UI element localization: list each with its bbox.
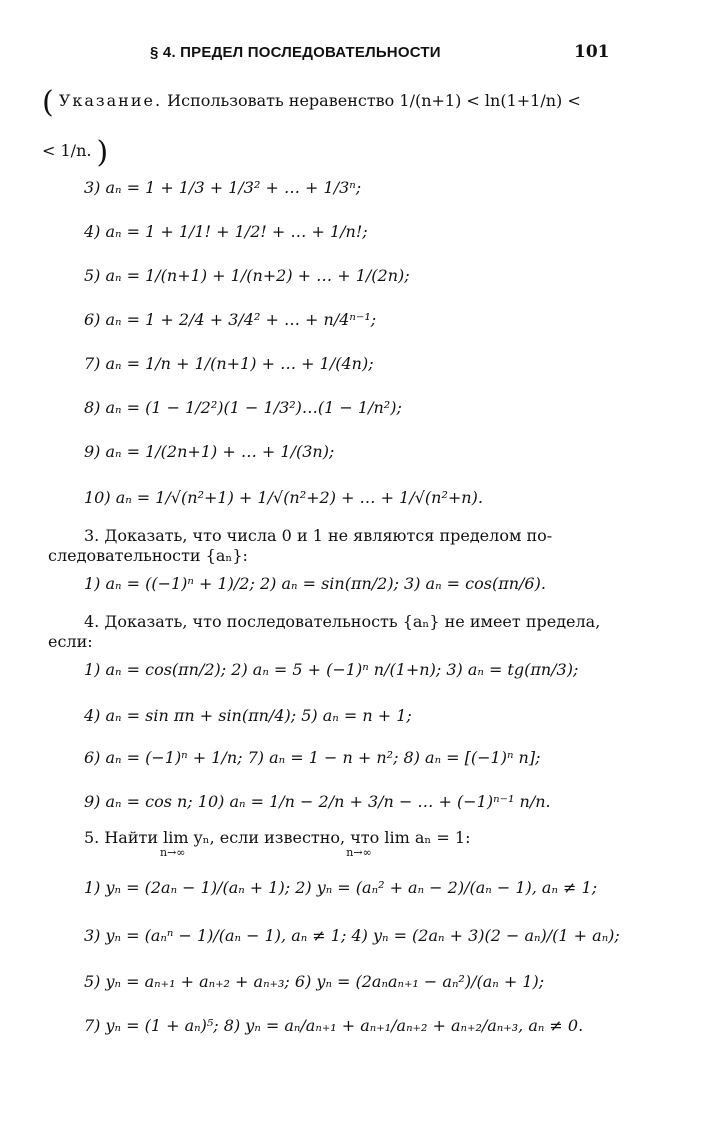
hint-line-2: [42, 135, 109, 170]
problem4-line-3: 6) aₙ = (−1)ⁿ + 1/n; 7) aₙ = 1 − n + n²; 8) aₙ = [(−1)ⁿ n];: [84, 748, 541, 767]
problem2-item-9: 9) aₙ = 1/(2n+1) + … + 1/(3n);: [84, 442, 335, 461]
problem2-item-4: 4) aₙ = 1 + 1/1! + 1/2! + … + 1/n!;: [84, 222, 368, 241]
problem4-line-2: 4) aₙ = sin πn + sin(πn/4); 5) aₙ = n + 1;: [84, 706, 412, 725]
running-header: § 4. ПРЕДЕЛ ПОСЛЕДОВАТЕЛЬНОСТИ: [150, 44, 441, 61]
problem2-item-5: 5) aₙ = 1/(n+1) + 1/(n+2) + … + 1/(2n);: [84, 266, 410, 285]
hint-text-1: Использовать неравенство 1/(n+1) < ln(1+1/n) <: [167, 91, 581, 110]
hint-open-paren: (: [42, 85, 54, 120]
problem5-line-3: 5) yₙ = aₙ₊₁ + aₙ₊₂ + aₙ₊₃; 6) yₙ = (2aₙaₙ₊₁ − aₙ²)/(aₙ + 1);: [84, 972, 545, 991]
problem4-line-1: 1) aₙ = cos(πn/2); 2) aₙ = 5 + (−1)ⁿ n/(1+n); 3) aₙ = tg(πn/3);: [84, 660, 579, 679]
problem2-item-6: 6) aₙ = 1 + 2/4 + 3/4² + … + n/4ⁿ⁻¹;: [84, 310, 377, 329]
problem3-formulas: 1) aₙ = ((−1)ⁿ + 1)/2; 2) aₙ = sin(πn/2); 3) aₙ = cos(πn/6).: [84, 574, 546, 593]
hint-text-2: < 1/n.: [42, 141, 92, 160]
hint-line-1: [42, 85, 581, 120]
problem5-limit-subscripts: n→∞ n→∞: [160, 846, 372, 859]
hint-close-paren: ): [96, 135, 109, 170]
problem2-item-7: 7) aₙ = 1/n + 1/(n+1) + … + 1/(4n);: [84, 354, 374, 373]
problem5-line-1: 1) yₙ = (2aₙ − 1)/(aₙ + 1); 2) yₙ = (aₙ² + aₙ − 2)/(aₙ − 1), aₙ ≠ 1;: [84, 878, 598, 897]
problem5-line-4: 7) yₙ = (1 + aₙ)⁵; 8) yₙ = aₙ/aₙ₊₁ + aₙ₊₁/aₙ₊₂ + aₙ₊₂/aₙ₊₃, aₙ ≠ 0.: [84, 1016, 584, 1035]
problem4-statement-1: 4. Доказать, что последовательность {aₙ} не имеет предела,: [84, 612, 601, 631]
problem5-statement: 5. Найти lim yₙ, если известно, что lim aₙ = 1:: [84, 828, 471, 847]
problem3-statement-1: 3. Доказать, что числа 0 и 1 не являются пределом по-: [84, 526, 553, 545]
problem5-line-2: 3) yₙ = (aₙⁿ − 1)/(aₙ − 1), aₙ ≠ 1; 4) yₙ = (2aₙ + 3)(2 − aₙ)/(1 + aₙ);: [84, 926, 620, 945]
hint-label: Указание.: [58, 91, 163, 110]
problem2-item-10: 10) aₙ = 1/√(n²+1) + 1/√(n²+2) + … + 1/√(n²+n).: [84, 488, 483, 507]
problem4-statement-2: если:: [48, 632, 93, 651]
problem2-item-3: 3) aₙ = 1 + 1/3 + 1/3² + … + 1/3ⁿ;: [84, 178, 362, 197]
problem3-statement-2: следовательности {aₙ}:: [48, 546, 248, 565]
page-number: 101: [574, 42, 610, 62]
problem2-item-8: 8) aₙ = (1 − 1/2²)(1 − 1/3²)…(1 − 1/n²);: [84, 398, 402, 417]
problem4-line-4: 9) aₙ = cos n; 10) aₙ = 1/n − 2/n + 3/n − … + (−1)ⁿ⁻¹ n/n.: [84, 792, 551, 811]
